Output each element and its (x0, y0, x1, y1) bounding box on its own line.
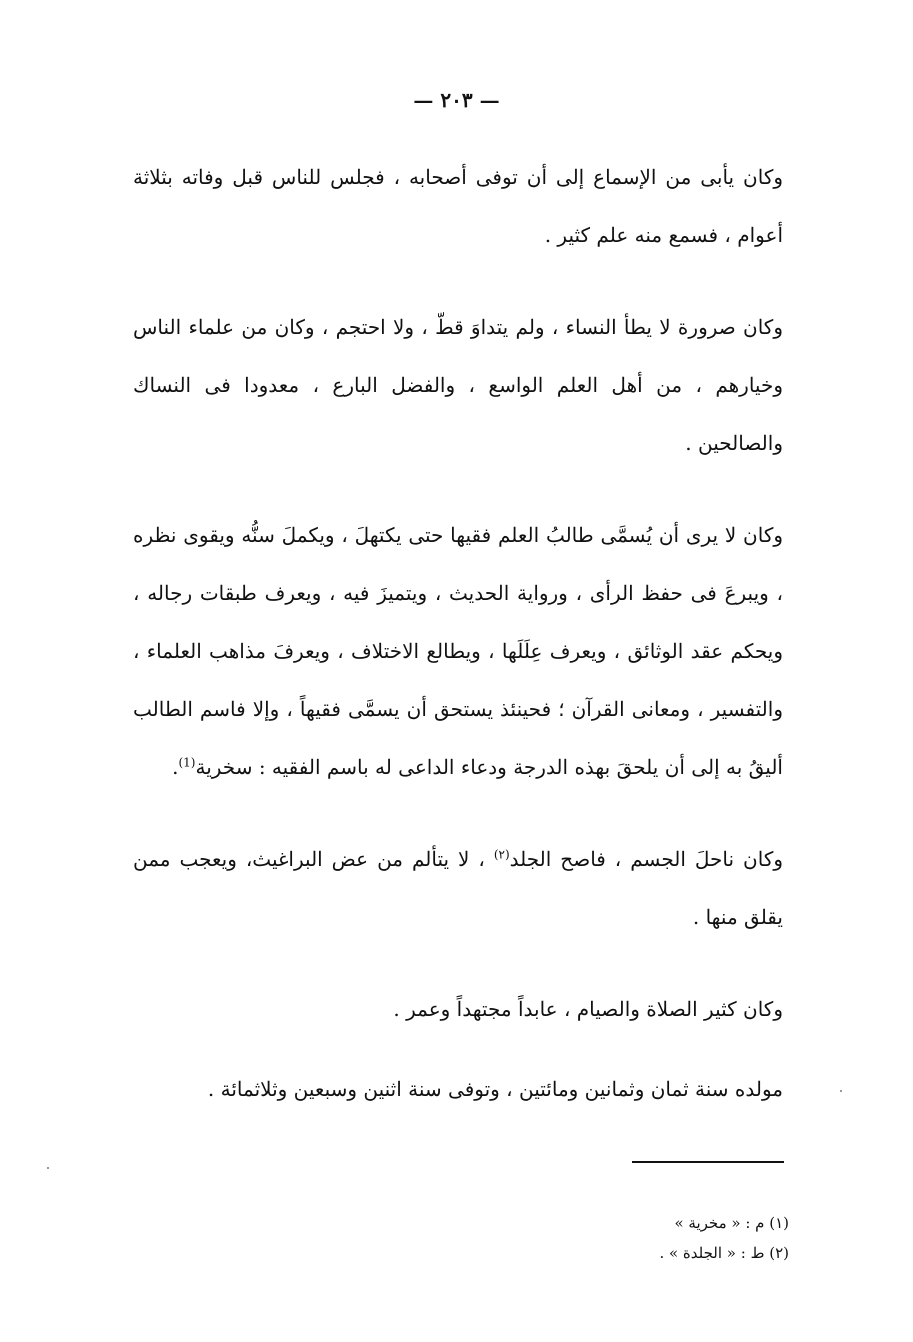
page-number: — ٢٠٣ — (413, 88, 500, 112)
body-text (133, 148, 783, 1152)
paragraph-4 (133, 830, 783, 946)
paragraph-3 (133, 506, 783, 796)
paragraph-4-rest: ، لا يتألم من عض البراغيث، ويعجب ممن يقلق منها . (133, 847, 783, 929)
paragraph-2: وكان صرورة لا يطأ النساء ، ولم يتداوَ قطّ ، ولا احتجم ، وكان من علماء الناس وخيارهم ، من أهل العلم الواسع ، والفضل البارع ، معدودا فى النساك والصالحين . (133, 315, 783, 455)
paragraph-3-end: . (172, 755, 179, 779)
paragraph-1: وكان يأبى من الإسماع إلى أن توفى أصحابه ، فجلس للناس قبل وفاته بثلاثة أعوام ، فسمع منه علم كثير . (133, 165, 783, 247)
scan-speck (47, 1167, 49, 1169)
scan-speck (840, 1090, 842, 1092)
paragraph-6: مولده سنة ثمان وثمانين ومائتين ، وتوفى سنة اثنين وسبعين وثلاثمائة . (207, 1077, 783, 1101)
paragraph-5: وكان كثير الصلاة والصيام ، عابداً مجتهداً وعمر . (393, 997, 783, 1021)
footnote-divider (632, 1161, 784, 1163)
paragraph-4-text: وكان ناحلَ الجسم ، فاصح الجلد (509, 847, 783, 871)
footnote-2: (٢) ط : « الجلدة » . (659, 1244, 789, 1262)
paragraph-3-text: وكان لا يرى أن يُسمَّى طالبُ العلم فقيها حتى يكتهلَ ، ويكملَ سنُّه ويقوى نظره ، ويبرعَ فى حفظ الرأى ، ورواية الحديث ، ويتميزَ فيه ، ويعرف طبقات رجاله ، ويحكم عقد الوثائق ، ويعرف عِلَلَها ، ويطالع الاختلاف ، ويعرفَ مذاهب العلماء ، والتفسير ، ومعانى القرآن ؛ فحينئذ يستحق أن يسمَّى فقيهاً ، وإلا فاسم الطالب أليقُ به إلى أن يلحقَ بهذه الدرجة ودعاء الداعى له باسم الفقيه : سخرية (133, 523, 783, 779)
footnote-ref-1: (1) (178, 755, 196, 770)
footnote-ref-2: (٢) (493, 847, 510, 862)
footnotes (469, 1208, 789, 1268)
footnote-1: (١) م : « مخرية » (674, 1214, 789, 1232)
